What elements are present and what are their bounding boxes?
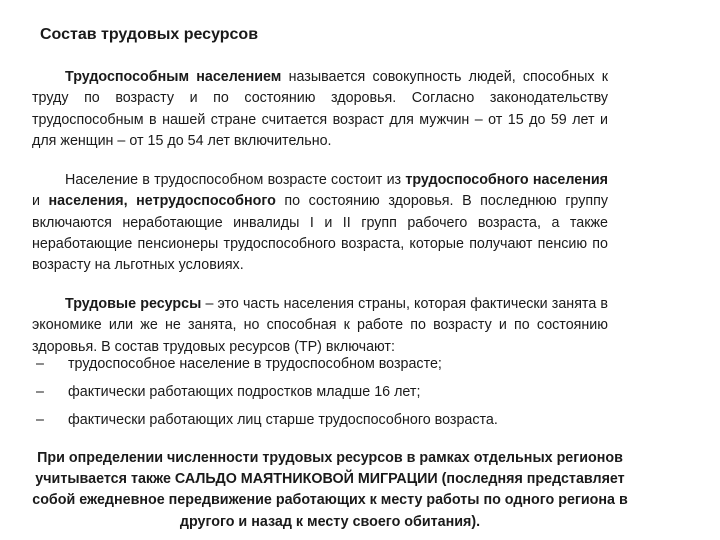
dash-bullet: – [36, 384, 44, 400]
term-able-bodied: трудоспособного населения [405, 172, 608, 188]
paragraph-labor-resources [32, 294, 608, 358]
paragraph-text: по состоянию здоровья. В последнюю группу включаются неработающие инвалиды I и II групп рабочего возраста, а также неработающие пенсионеры трудоспособного возраста, которые получают пенсию по возрасту на льготных условиях. [32, 193, 609, 274]
list-item [34, 356, 442, 372]
paragraph-text: – это часть населения страны, которая фактически занята в экономике или же не занята, но способная к работе по возрасту и по состоянию здоровья. В состав трудовых ресурсов (ТР) включают: [32, 296, 608, 355]
dash-bullet: – [36, 356, 44, 372]
term-disabled: населения, нетрудоспособного [48, 193, 276, 210]
paragraph-working-age-population [32, 170, 608, 276]
list-item-text: фактически работающих лиц старше трудоспособного возраста. [68, 412, 498, 428]
list-item-text: фактически работающих подростков младше 16 лет; [68, 384, 421, 400]
paragraph-text: называется совокупность людей, способных к труду по возрасту и по состоянию здоровья. Согласно законодательству трудоспособным в нашей стране считается возраст для мужчин – от 15 до 59 лет и для женщин – от 15 до 54 лет включительно. [32, 69, 608, 149]
paragraph-text: и [32, 193, 49, 210]
dash-bullet: – [36, 412, 44, 428]
list-item [34, 384, 420, 400]
list-item-text: трудоспособное население в трудоспособном возрасте; [68, 356, 442, 372]
term-able-bodied-population: Трудоспособным населением [65, 69, 282, 85]
paragraph-text: Население в трудоспособном возрасте состоит из [65, 172, 406, 188]
list-item [34, 412, 498, 428]
conclusion-paragraph: При определении численности трудовых ресурсов в рамках отдельных регионов учитывается также САЛЬДО МАЯТНИКОВОЙ МИГРАЦИИ (последняя представляет собой ежедневное передвижение работающих к месту работы по одного региона в другого и назад к месту своего обитания). [32, 450, 628, 530]
term-labor-resources: Трудовые ресурсы [65, 296, 202, 312]
paragraph-able-bodied-population [32, 67, 608, 152]
slide-title: Состав трудовых ресурсов [40, 26, 259, 43]
